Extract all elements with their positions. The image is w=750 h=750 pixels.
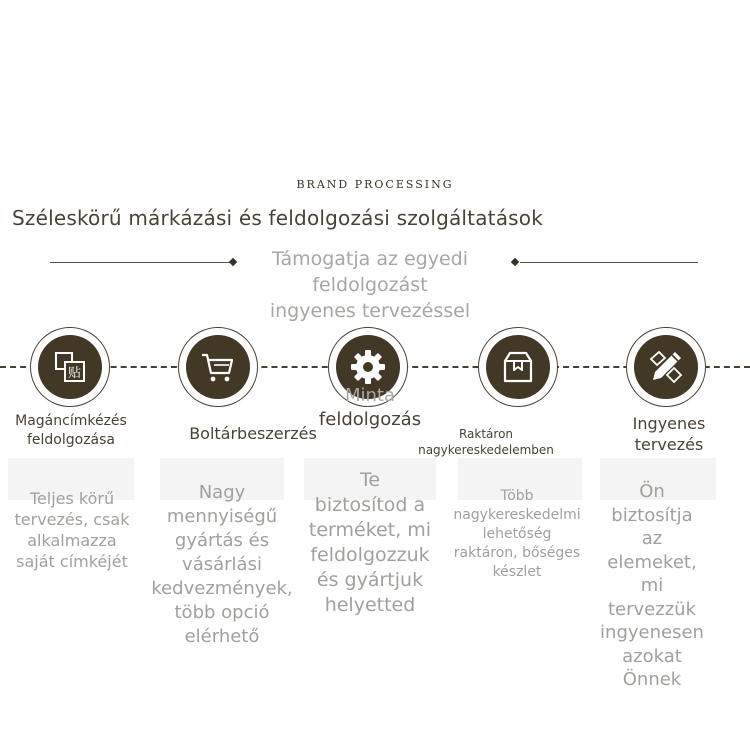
step-desc-line: az [641,528,663,549]
step-title-wholesale-stock [406,426,566,458]
step-desc-line: kedvezmények, [151,578,293,599]
step-desc-label-processing [4,488,140,572]
step-desc-line: mi [640,575,664,596]
step-title-line: tervezés [634,435,704,454]
step-desc-line: lehetőség [482,526,552,542]
step-desc-line: Ön [639,481,665,502]
step-icon-background [634,335,698,399]
step-desc-sample-processing [294,468,446,618]
step-desc-line: azokat [622,645,682,667]
step-desc-bulk-purchase [142,481,302,649]
step-desc-line: helyetted [324,594,416,616]
subtitle-line: ingyenes tervezéssel [269,300,471,322]
step-desc-line: és gyártjuk [316,569,424,591]
left-divider-diamond [229,258,237,266]
step-desc-line: gyártás és [174,530,270,551]
step-icon-background [486,335,550,399]
step-desc-line: nagykereskedelmi [453,507,581,523]
step-desc-line: alkalmazza [27,531,117,550]
step-desc-line: feldolgozzuk [310,544,430,566]
step-desc-line: tervezés, csak [14,510,130,529]
step-title-line: nagykereskedelemben [418,443,554,457]
step-desc-line: tervezzük [608,598,696,620]
step-desc-line: Önnek [622,669,682,690]
step-wholesale-stock [478,327,558,407]
step-desc-free-design [592,480,712,692]
step-desc-line: biztosítja [611,504,693,526]
step-desc-line: biztosítod a [314,494,426,516]
step-desc-line: Nagy [198,482,246,503]
step-title-line: feldolgozása [26,432,116,448]
step-desc-line: elérhető [184,626,260,647]
step-desc-line: Te [359,469,381,491]
svg-text:贴: 贴 [67,366,82,381]
pencil-design-icon [648,349,684,385]
step-title-line: Ingyenes [632,414,706,433]
shopping-cart-icon [200,349,236,385]
label-sticker-icon [52,349,88,385]
step-title-line: Raktáron [458,427,514,441]
step-label-processing [30,327,110,407]
step-desc-wholesale-stock [442,487,592,582]
step-desc-line: Teljes körű [29,489,115,508]
step-desc-line: vásárlási [182,554,262,575]
step-title-free-design [614,413,724,455]
right-divider-diamond [511,258,519,266]
step-desc-line: saját címkéjét [16,552,128,571]
step-title-line: Minta [344,385,396,406]
subtitle-line: Támogatja az egyedi [271,248,469,270]
brand-label: BRAND PROCESSING [296,178,454,191]
step-desc-line: raktáron, bőséges [453,545,581,561]
gear-icon [350,349,386,385]
step-title-sample-processing [290,384,450,432]
left-divider-line [50,262,230,263]
step-title-label-processing [6,412,136,450]
step-title-line: feldolgozás [318,409,422,430]
step-title-line: Boltárbeszerzés [189,424,317,443]
step-desc-line: Több [500,488,534,504]
package-box-icon [500,349,536,385]
step-icon-background [38,335,102,399]
step-desc-line: készlet [492,564,542,580]
step-desc-line: terméket, mi [308,519,432,541]
subtitle [240,246,500,324]
page-title: Széleskörű márkázási és feldolgozási szolgáltatások [12,206,544,230]
step-desc-line: ingyenesen [600,622,704,643]
right-divider-line [520,262,698,263]
step-free-design [626,327,706,407]
step-title-line: Magáncímkézés [15,413,127,429]
step-desc-line: több opció [174,602,270,623]
step-bulk-purchase [178,327,258,407]
step-desc-line: mennyiségű [166,506,278,527]
subtitle-line: feldolgozást [312,274,428,296]
step-icon-background [186,335,250,399]
step-desc-line: elemeket, [607,551,697,573]
